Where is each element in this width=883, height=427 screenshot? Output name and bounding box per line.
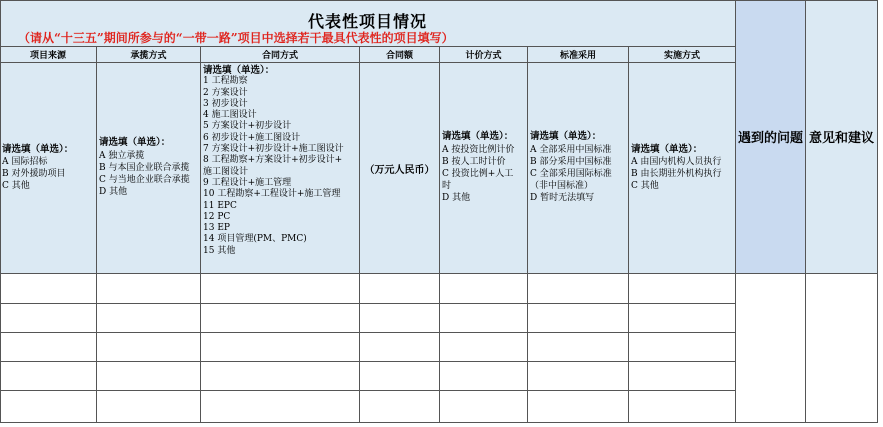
option-item: （非中国标准） bbox=[530, 181, 594, 192]
option-item: C 与当地企业联合承揽 bbox=[99, 175, 190, 186]
entry-cell[interactable] bbox=[201, 333, 360, 362]
option-item: A 由国内机构人员执行 bbox=[631, 156, 722, 167]
option-item: D 其他 bbox=[442, 193, 471, 204]
option-item: 6 初步设计+施工图设计 bbox=[203, 132, 301, 143]
entry-cell[interactable] bbox=[0, 274, 97, 304]
suggestions-input-cell[interactable] bbox=[806, 274, 878, 423]
entry-cell[interactable] bbox=[528, 391, 629, 423]
entry-cell[interactable] bbox=[528, 362, 629, 391]
entry-cell[interactable] bbox=[201, 304, 360, 333]
entry-cell[interactable] bbox=[440, 333, 528, 362]
entry-cell[interactable] bbox=[97, 391, 201, 423]
entry-cell[interactable] bbox=[0, 391, 97, 423]
entry-cell[interactable] bbox=[97, 274, 201, 304]
header-contract-type[interactable]: 合同方式 bbox=[201, 47, 360, 63]
option-prompt: 请选填（单选）： bbox=[203, 65, 275, 76]
header-implementation[interactable]: 实施方式 bbox=[629, 47, 736, 63]
option-item: A 全部采用中国标准 bbox=[530, 144, 612, 155]
source-options[interactable] bbox=[0, 63, 97, 274]
entry-cell[interactable] bbox=[360, 304, 440, 333]
option-item: B 部分采用中国标准 bbox=[530, 156, 612, 167]
entry-cell[interactable] bbox=[0, 304, 97, 333]
entry-cell[interactable] bbox=[360, 362, 440, 391]
entry-cell[interactable] bbox=[0, 362, 97, 391]
problems-label: 遇到的问题 bbox=[737, 131, 803, 146]
suggestions-header[interactable] bbox=[806, 0, 878, 274]
option-item: D 暂时无法填写 bbox=[530, 193, 595, 204]
amount-unit: （万元人民币） bbox=[364, 164, 435, 176]
option-item: C 投资比例+人工 bbox=[442, 169, 514, 179]
option-item: 5 方案设计+初步设计 bbox=[203, 121, 292, 132]
option-item: 10 工程勘察+工程设计+施工管理 bbox=[203, 189, 341, 200]
entry-cell[interactable] bbox=[629, 333, 736, 362]
entry-cell[interactable] bbox=[97, 333, 201, 362]
entry-cell[interactable] bbox=[201, 274, 360, 304]
entry-cell[interactable] bbox=[360, 333, 440, 362]
page-subtitle: （请从“十三五”期间所参与的“一带一路”项目中选择若干最具代表性的项目填写） bbox=[18, 31, 454, 45]
option-item: 13 EP bbox=[203, 223, 230, 234]
option-item: C 其他 bbox=[631, 181, 659, 192]
problems-header[interactable] bbox=[736, 0, 806, 274]
option-item: 施工图设计 bbox=[203, 166, 249, 177]
entry-cell[interactable] bbox=[201, 391, 360, 423]
header-source[interactable]: 项目来源 bbox=[0, 47, 97, 63]
entry-cell[interactable] bbox=[97, 304, 201, 333]
option-item: 2 方案设计 bbox=[203, 87, 248, 98]
option-item: 3 初步设计 bbox=[203, 98, 248, 109]
contract-type-options[interactable] bbox=[201, 63, 360, 274]
option-item: C 其他 bbox=[2, 181, 30, 192]
option-item: C 全部采用国际标准 bbox=[530, 169, 612, 179]
option-prompt: 请选填（单选）： bbox=[530, 131, 602, 143]
entry-cell[interactable] bbox=[0, 333, 97, 362]
option-item: D 其他 bbox=[99, 187, 128, 198]
header-contracting[interactable]: 承揽方式 bbox=[97, 47, 201, 63]
page-title: 代表性项目情况 bbox=[307, 12, 427, 31]
option-item: 8 工程勘察+方案设计+初步设计+ bbox=[203, 155, 343, 166]
entry-cell[interactable] bbox=[360, 274, 440, 304]
standard-options[interactable] bbox=[528, 63, 629, 274]
pricing-options[interactable] bbox=[440, 63, 528, 274]
entry-cell[interactable] bbox=[629, 391, 736, 423]
option-item: 11 EPC bbox=[203, 200, 237, 211]
entry-cell[interactable] bbox=[97, 362, 201, 391]
option-item: 12 PC bbox=[203, 211, 231, 222]
entry-cell[interactable] bbox=[440, 362, 528, 391]
entry-cell[interactable] bbox=[528, 274, 629, 304]
header-amount[interactable]: 合同额 bbox=[360, 47, 440, 63]
option-item: 14 项目管理(PM、PMC) bbox=[203, 234, 307, 245]
option-item: 9 工程设计+施工管理 bbox=[203, 177, 292, 188]
suggestions-label: 意见和建议 bbox=[808, 131, 874, 146]
option-item: B 与本国企业联合承揽 bbox=[99, 162, 190, 173]
entry-cell[interactable] bbox=[629, 362, 736, 391]
entry-cell[interactable] bbox=[629, 274, 736, 304]
entry-cell[interactable] bbox=[440, 391, 528, 423]
option-prompt: 请选填（单选）： bbox=[631, 143, 703, 155]
option-item: B 按人工时计价 bbox=[442, 156, 506, 167]
option-prompt: 请选填（单选）： bbox=[442, 131, 514, 143]
option-item: 1 工程勘察 bbox=[203, 76, 248, 87]
amount-unit-cell[interactable] bbox=[360, 63, 440, 274]
problems-input-cell[interactable] bbox=[736, 274, 806, 423]
option-prompt: 请选填（单选）： bbox=[2, 143, 74, 155]
entry-cell[interactable] bbox=[528, 304, 629, 333]
option-item: A 独立承揽 bbox=[99, 150, 145, 161]
option-item: B 对外援助项目 bbox=[2, 169, 66, 179]
entry-cell[interactable] bbox=[629, 304, 736, 333]
header-standard[interactable]: 标准采用 bbox=[528, 47, 629, 63]
contracting-options[interactable] bbox=[97, 63, 201, 274]
entry-cell[interactable] bbox=[360, 391, 440, 423]
entry-cell[interactable] bbox=[440, 304, 528, 333]
entry-cell[interactable] bbox=[440, 274, 528, 304]
entry-cell[interactable] bbox=[528, 333, 629, 362]
option-item: B 由长期驻外机构执行 bbox=[631, 169, 722, 179]
option-item: 时 bbox=[442, 181, 452, 192]
option-item: 15 其他 bbox=[203, 245, 236, 256]
entry-cell[interactable] bbox=[201, 362, 360, 391]
option-item: 4 施工图设计 bbox=[203, 110, 257, 121]
header-pricing[interactable]: 计价方式 bbox=[440, 47, 528, 63]
option-prompt: 请选填（单选）： bbox=[99, 137, 171, 149]
option-item: 7 方案设计+初步设计+施工图设计 bbox=[203, 144, 344, 155]
implementation-options[interactable] bbox=[629, 63, 736, 274]
option-item: A 按投资比例计价 bbox=[442, 144, 515, 155]
option-item: A 国际招标 bbox=[2, 156, 48, 167]
